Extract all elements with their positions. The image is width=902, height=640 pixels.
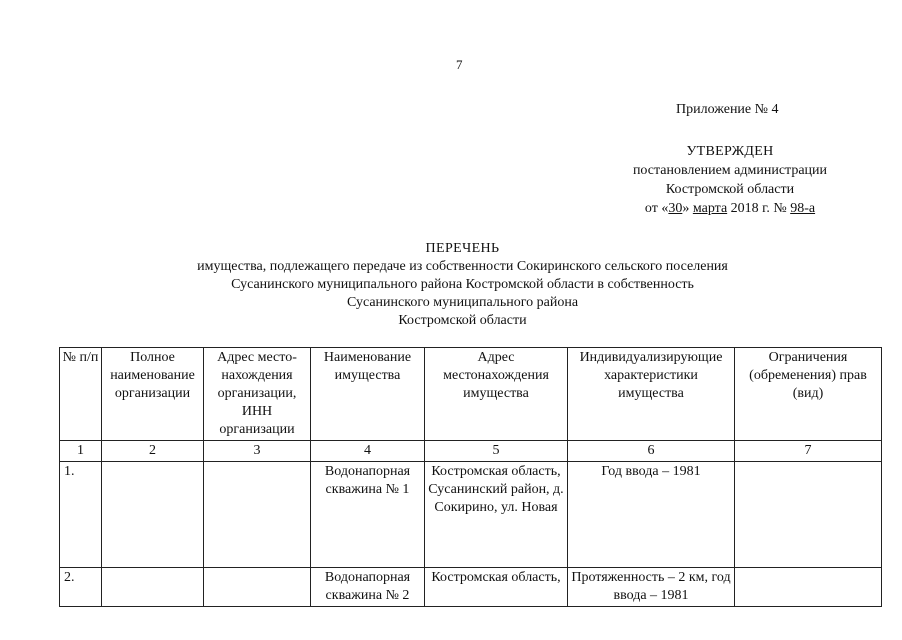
row-number-cell: 1. bbox=[60, 462, 102, 568]
header-cell-org-name: Полное наименование организации bbox=[102, 348, 204, 441]
org-address-cell bbox=[204, 462, 311, 568]
org-name-cell bbox=[102, 568, 204, 607]
column-index-row bbox=[60, 441, 882, 462]
org-name-cell bbox=[102, 462, 204, 568]
property-name-cell: Водонапорная скважина № 2 bbox=[311, 568, 425, 607]
column-index-cell: 5 bbox=[425, 441, 568, 462]
header-cell-number: № п/п bbox=[60, 348, 102, 441]
date-month: марта bbox=[692, 201, 728, 216]
document-title: ПЕРЕЧЕНЬ bbox=[425, 241, 500, 256]
property-table bbox=[59, 347, 882, 607]
column-index-cell: 6 bbox=[568, 441, 735, 462]
heading-line-1: имущества, подлежащего передаче из собственности Сокиринского сельского поселения bbox=[197, 259, 728, 274]
header-cell-org-address: Адрес место-нахождения организации, ИНН организации bbox=[204, 348, 311, 441]
date-suffix: 2018 г. № bbox=[727, 201, 791, 216]
property-name-cell: Водонапорная скважина № 1 bbox=[311, 462, 425, 568]
header-cell-property-name: Наименование имущества bbox=[311, 348, 425, 441]
org-address-cell bbox=[204, 568, 311, 607]
appendix-label: Приложение № 4 bbox=[676, 102, 779, 117]
column-index-cell: 3 bbox=[204, 441, 311, 462]
column-index-cell: 7 bbox=[735, 441, 882, 462]
property-address-cell: Костромская область, bbox=[425, 568, 568, 607]
characteristics-cell: Год ввода – 1981 bbox=[568, 462, 735, 568]
approval-block bbox=[610, 142, 850, 218]
row-number-cell: 2. bbox=[60, 568, 102, 607]
property-address-cell: Костромская область, Сусанинский район, д. Сокирино, ул. Новая bbox=[425, 462, 568, 568]
approval-title: УТВЕРЖДЕН bbox=[686, 144, 774, 159]
characteristics-cell: Протяженность – 2 км, год ввода – 1981 bbox=[568, 568, 735, 607]
restrictions-cell bbox=[735, 462, 882, 568]
date-day: 30 bbox=[668, 201, 683, 216]
heading-line-3: Сусанинского муниципального района bbox=[346, 295, 579, 310]
approval-date-line bbox=[610, 199, 850, 218]
table-row bbox=[60, 568, 882, 607]
date-prefix: от « bbox=[644, 201, 669, 216]
heading-line-4: Костромской области bbox=[398, 313, 527, 328]
heading-line-2: Сусанинского муниципального района Костромской области в собственность bbox=[231, 277, 694, 292]
column-index-cell: 4 bbox=[311, 441, 425, 462]
document-heading bbox=[130, 240, 795, 330]
column-index-cell: 2 bbox=[102, 441, 204, 462]
table-row bbox=[60, 462, 882, 568]
resolution-number: 98-а bbox=[790, 201, 816, 216]
page-number: 7 bbox=[456, 57, 463, 72]
approval-line-1: постановлением администрации bbox=[632, 163, 828, 178]
date-mid: » bbox=[682, 201, 693, 216]
header-cell-restrictions: Ограничения (обременения) прав (вид) bbox=[735, 348, 882, 441]
header-cell-characteristics: Индивидуализирующие характеристики имущества bbox=[568, 348, 735, 441]
column-index-cell: 1 bbox=[60, 441, 102, 462]
restrictions-cell bbox=[735, 568, 882, 607]
header-cell-property-address: Адрес местонахождения имущества bbox=[425, 348, 568, 441]
table-header-row bbox=[60, 348, 882, 441]
approval-line-2: Костромской области bbox=[665, 182, 795, 197]
